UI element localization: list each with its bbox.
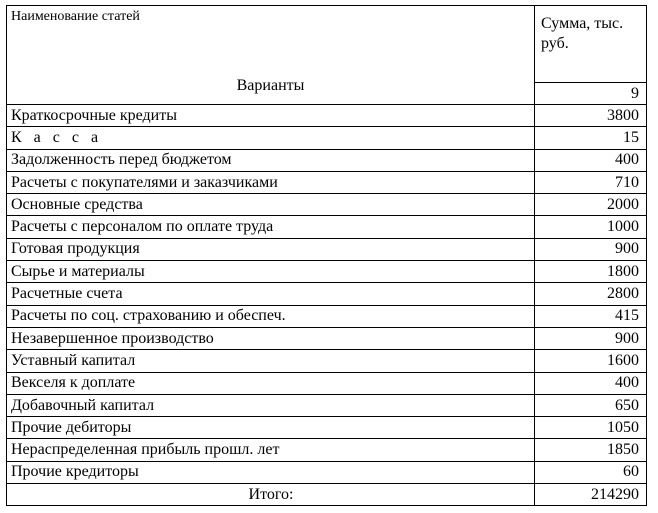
total-amount: 214290	[535, 484, 647, 506]
table-row	[7, 105, 647, 127]
table-row	[7, 261, 647, 283]
variants-label: Варианты	[236, 77, 305, 94]
table-body	[7, 105, 647, 484]
row-item-amount: 2000	[535, 194, 647, 216]
row-item-name: Незавершенное производство	[7, 327, 535, 349]
table-row	[7, 171, 647, 193]
table-row	[7, 127, 647, 149]
sum-header-cell	[535, 6, 647, 83]
row-item-name: Расчеты с персоналом по оплате труда	[7, 216, 535, 238]
total-row	[7, 484, 647, 506]
table-row	[7, 305, 647, 327]
row-item-name: Нераспределенная прибыль прошл. лет	[7, 439, 535, 461]
table-row	[7, 372, 647, 394]
items-column-title: Наименование статей	[11, 9, 140, 24]
row-item-amount: 2800	[535, 283, 647, 305]
table-row	[7, 350, 647, 372]
row-item-name: Расчетные счета	[7, 283, 535, 305]
row-item-name: Краткосрочные кредиты	[7, 105, 535, 127]
row-item-amount: 415	[535, 305, 647, 327]
variant-number-cell: 9	[535, 83, 647, 105]
row-item-amount: 710	[535, 171, 647, 193]
sum-column-title: Сумма, тыс. руб.	[541, 15, 624, 52]
row-item-name: Основные средства	[7, 194, 535, 216]
row-item-amount: 1000	[535, 216, 647, 238]
row-item-amount: 1050	[535, 417, 647, 439]
total-label: Итого:	[7, 484, 535, 506]
row-item-name: Сырье и материалы	[7, 261, 535, 283]
table-row	[7, 194, 647, 216]
row-item-name: Задолженность перед бюджетом	[7, 149, 535, 171]
row-item-name: К а с с а	[7, 127, 535, 149]
table-row	[7, 238, 647, 260]
table-header-row	[7, 6, 647, 83]
row-item-name: Расчеты по соц. страхованию и обеспеч.	[7, 305, 535, 327]
row-item-amount: 1800	[535, 261, 647, 283]
table-row	[7, 327, 647, 349]
row-item-name: Прочие кредиторы	[7, 461, 535, 483]
row-item-name: Векселя к доплате	[7, 372, 535, 394]
row-item-name: Уставный капитал	[7, 350, 535, 372]
table-row	[7, 216, 647, 238]
row-item-name: Готовая продукция	[7, 238, 535, 260]
row-item-amount: 400	[535, 149, 647, 171]
items-header-cell	[7, 6, 535, 105]
row-item-amount: 900	[535, 238, 647, 260]
row-item-name: Добавочный капитал	[7, 394, 535, 416]
row-item-name: Расчеты с покупателями и заказчиками	[7, 171, 535, 193]
row-item-amount: 3800	[535, 105, 647, 127]
row-item-name: Прочие дебиторы	[7, 417, 535, 439]
table-row	[7, 283, 647, 305]
row-item-amount: 1600	[535, 350, 647, 372]
table-row	[7, 417, 647, 439]
table-row	[7, 439, 647, 461]
row-item-amount: 1850	[535, 439, 647, 461]
table-row	[7, 461, 647, 483]
balance-items-table	[6, 5, 647, 506]
row-item-amount: 15	[535, 127, 647, 149]
row-item-amount: 60	[535, 461, 647, 483]
row-item-amount: 650	[535, 394, 647, 416]
table-row	[7, 149, 647, 171]
row-item-amount: 400	[535, 372, 647, 394]
row-item-amount: 900	[535, 327, 647, 349]
table-row	[7, 394, 647, 416]
